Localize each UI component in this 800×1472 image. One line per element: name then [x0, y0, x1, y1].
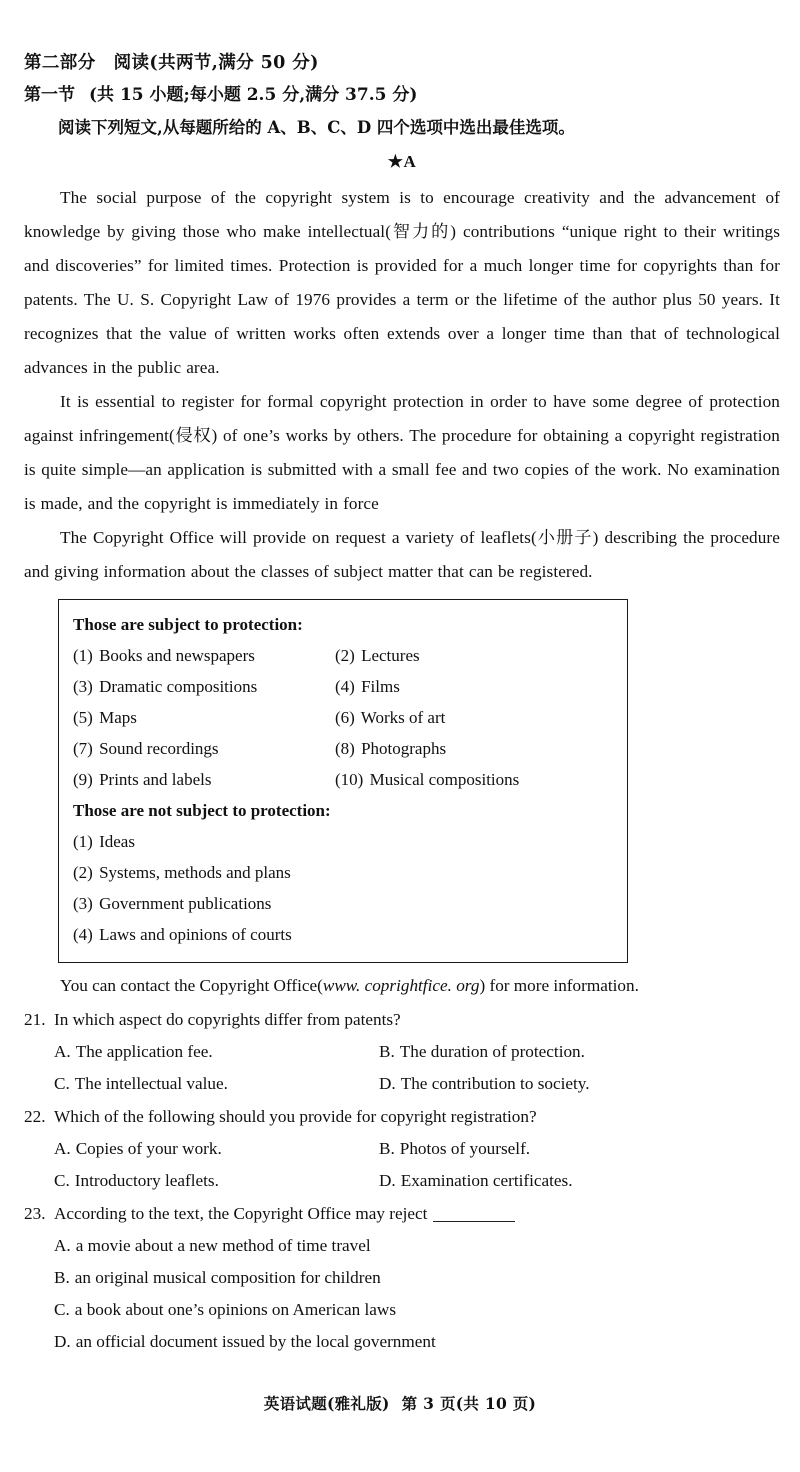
item-text: Works of art: [360, 708, 446, 727]
copyright-office-url: www. coprightfice. org: [322, 976, 480, 995]
question-text: Which of the following should you provide for copyright registration?: [54, 1107, 537, 1126]
option-text: The contribution to society.: [400, 1074, 590, 1093]
answer-blank[interactable]: [433, 1207, 515, 1222]
option-text: The duration of protection.: [399, 1042, 585, 1061]
item-text: Maps: [99, 708, 137, 727]
option-label: B.: [54, 1268, 70, 1287]
option-label: C.: [54, 1074, 70, 1093]
subject-item-6: [335, 702, 613, 733]
page-footer: [0, 1392, 800, 1414]
section-title: 阅读(共两节,满分 50 分): [113, 53, 319, 73]
question-22: [24, 1101, 780, 1197]
option-label: B.: [379, 1042, 395, 1061]
option-label: A.: [54, 1042, 71, 1061]
item-number: (3): [73, 894, 93, 913]
option-23-C[interactable]: [54, 1294, 780, 1326]
item-number: (10): [335, 770, 364, 789]
question-21-options-row-1: [54, 1036, 780, 1068]
subject-item-10: [335, 764, 613, 795]
item-text: Government publications: [99, 894, 272, 913]
option-label: A.: [54, 1236, 71, 1255]
item-text: Systems, methods and plans: [99, 863, 291, 882]
option-text: a movie about a new method of time travel: [75, 1236, 371, 1255]
reading-instruction: 阅读下列短文,从每题所给的 A、B、C、D 四个选项中选出最佳选项。: [58, 118, 575, 137]
option-text: Photos of yourself.: [399, 1139, 531, 1158]
option-23-D[interactable]: [54, 1326, 780, 1358]
not-subject-item-4: [73, 919, 613, 950]
item-text: Laws and opinions of courts: [99, 925, 292, 944]
option-23-B[interactable]: [54, 1262, 780, 1294]
not-subject-title-emphasis: not: [148, 801, 172, 820]
item-number: (2): [335, 646, 355, 665]
option-label: D.: [379, 1074, 396, 1093]
footer-page-number: 第 3 页(共 10 页): [401, 1394, 537, 1413]
question-22-options-row-2: [54, 1165, 780, 1197]
option-21-C[interactable]: [54, 1068, 379, 1100]
option-22-D[interactable]: [379, 1165, 780, 1197]
subject-item-1: [73, 640, 335, 671]
not-subject-title-prefix: Those are: [73, 801, 149, 820]
subject-item-5: [73, 702, 335, 733]
question-21-options-row-2: [54, 1068, 780, 1100]
item-text: Photographs: [361, 739, 447, 758]
section-header: 第二部分: [24, 53, 96, 73]
passage-marker: ★A: [387, 152, 417, 171]
subject-item-4: [335, 671, 613, 702]
section-header-line: [24, 48, 780, 78]
item-text: Sound recordings: [99, 739, 219, 758]
item-text: Musical compositions: [369, 770, 520, 789]
not-subject-title-suffix: subject to protection:: [171, 801, 331, 820]
item-text: Dramatic compositions: [99, 677, 258, 696]
option-21-D[interactable]: [379, 1068, 780, 1100]
item-number: (1): [73, 646, 93, 665]
item-text: Prints and labels: [99, 770, 212, 789]
subsection-title: (共 15 小题;每小题 2.5 分,满分 37.5 分): [89, 85, 418, 105]
question-21: [24, 1004, 780, 1100]
option-text: an official document issued by the local government: [75, 1332, 436, 1351]
list-item: [73, 640, 613, 671]
option-label: D.: [54, 1332, 71, 1351]
option-label: A.: [54, 1139, 71, 1158]
subject-to-protection-title: Those are subject to protection:: [73, 615, 303, 634]
contact-text-after: ) for more information.: [479, 976, 639, 995]
list-item: [73, 764, 613, 795]
option-label: C.: [54, 1300, 70, 1319]
contact-text-before: You can contact the Copyright Office(: [60, 976, 323, 995]
option-22-A[interactable]: [54, 1133, 379, 1165]
option-label: D.: [379, 1171, 396, 1190]
list-item: [73, 733, 613, 764]
item-number: (4): [73, 925, 93, 944]
not-subject-item-1: [73, 826, 613, 857]
item-text: Ideas: [99, 832, 135, 851]
option-text: The application fee.: [75, 1042, 213, 1061]
item-text: Films: [361, 677, 400, 696]
option-text: a book about one’s opinions on American laws: [74, 1300, 397, 1319]
item-number: (4): [335, 677, 355, 696]
subject-item-8: [335, 733, 613, 764]
question-number: 22.: [24, 1107, 46, 1126]
option-text: The intellectual value.: [74, 1074, 228, 1093]
option-label: B.: [379, 1139, 395, 1158]
not-subject-item-3: [73, 888, 613, 919]
option-23-A[interactable]: [54, 1230, 780, 1262]
item-number: (2): [73, 863, 93, 882]
page-content: [24, 48, 780, 1358]
option-text: Introductory leaflets.: [74, 1171, 219, 1190]
option-21-A[interactable]: [54, 1036, 379, 1068]
question-21-stem: [24, 1004, 780, 1036]
question-22-options-row-1: [54, 1133, 780, 1165]
subsection-header: 第一节: [24, 85, 75, 105]
question-23-stem: [24, 1198, 780, 1230]
contact-paragraph: [24, 969, 780, 1003]
passage-paragraph-2: It is essential to register for formal copyright protection in order to have some degree of protection against infringement(侵权) of one’s works by others. The procedure for obtaining a copyright registration is quite simple—an application is submitted with a small fee and two copies of the work. No examination is made, and the copyright is immediately in force: [24, 392, 780, 513]
subsection-header-line: [24, 80, 780, 110]
list-item: [73, 702, 613, 733]
item-number: (7): [73, 739, 93, 758]
option-22-C[interactable]: [54, 1165, 379, 1197]
passage-paragraph-3: The Copyright Office will provide on request a variety of leaflets(小册子) describing the procedure and giving information about the classes of subject matter that can be registered.: [24, 528, 780, 581]
item-number: (8): [335, 739, 355, 758]
item-number: (5): [73, 708, 93, 727]
question-text: In which aspect do copyrights differ from patents?: [54, 1010, 401, 1029]
subject-item-2: [335, 640, 613, 671]
option-text: an original musical composition for children: [74, 1268, 381, 1287]
passage-paragraph-1: The social purpose of the copyright system is to encourage creativity and the advancement of knowledge by giving those who make intellectual(智力的) contributions “unique right to their writings and discoveries” for limited times. Protection is provided for a much longer time for copyrights than for patents. The U. S. Copyright Law of 1976 provides a term or the lifetime of the author plus 50 years. It recognizes that the value of written works often extends over a longer time than that of technological advances in the public area.: [24, 188, 780, 377]
question-text: According to the text, the Copyright Office may reject: [54, 1204, 428, 1223]
not-subject-item-2: [73, 857, 613, 888]
subject-item-9: [73, 764, 335, 795]
question-number: 23.: [24, 1204, 46, 1223]
list-item: [73, 671, 613, 702]
option-label: C.: [54, 1171, 70, 1190]
option-21-B[interactable]: [379, 1036, 780, 1068]
subject-item-3: [73, 671, 335, 702]
option-text: Examination certificates.: [400, 1171, 573, 1190]
question-number: 21.: [24, 1010, 46, 1029]
option-22-B[interactable]: [379, 1133, 780, 1165]
footer-subject: 英语试题(雅礼版): [263, 1394, 390, 1413]
item-text: Lectures: [361, 646, 420, 665]
question-23: [24, 1198, 780, 1358]
item-number: (1): [73, 832, 93, 851]
item-number: (6): [335, 708, 355, 727]
not-subject-to-protection-title: [73, 795, 613, 826]
item-text: Books and newspapers: [99, 646, 255, 665]
item-number: (3): [73, 677, 93, 696]
subject-item-7: [73, 733, 335, 764]
option-text: Copies of your work.: [75, 1139, 222, 1158]
item-number: (9): [73, 770, 93, 789]
protection-list-box: [58, 599, 628, 963]
question-22-stem: [24, 1101, 780, 1133]
